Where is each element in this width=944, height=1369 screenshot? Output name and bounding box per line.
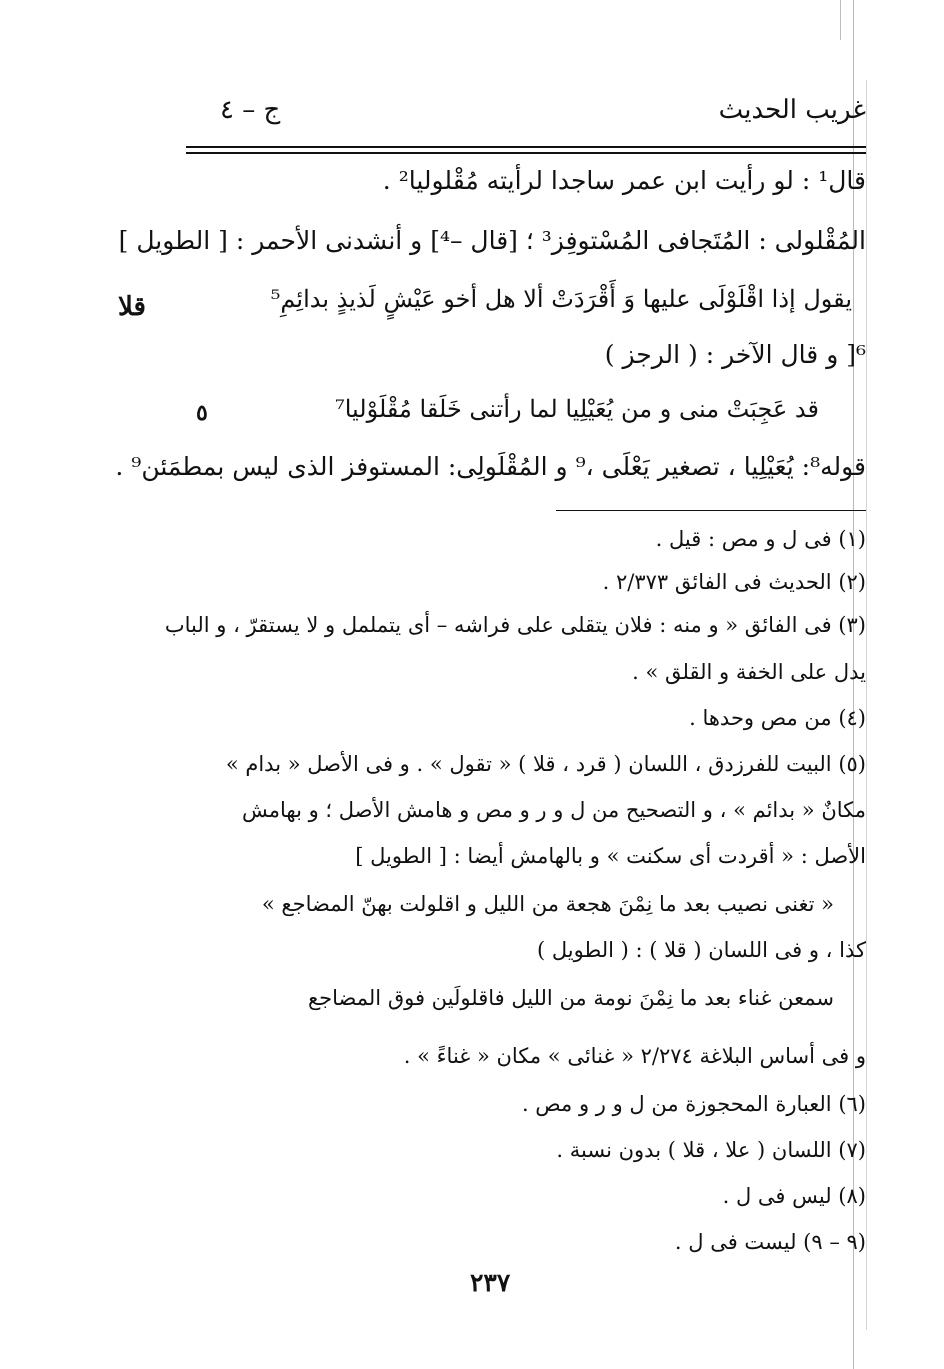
footnote-5e: كذا ، و فى اللسان ( قلا ) : ( الطويل ) (537, 938, 866, 962)
footnote-1: (١) فى ل و مص : قيل . (655, 527, 866, 551)
footnote-3a: (٣) فى الفائق « و منه : فلان يتقلى على فراشه – أى يتململ و لا يستقرّ ، و الباب (164, 613, 866, 637)
volume-label: ج – ٤ (220, 95, 281, 125)
footnote-6: (٦) العبارة المحجوزة من ل و ر و مص . (521, 1092, 866, 1116)
footnote-5d-verse: « تغنى نصيب بعد ما نِمْنَ هجعة من الليل و اقلولت بهنّ المضاجع » (261, 892, 834, 916)
footnote-rule (556, 510, 866, 511)
header-rule-bottom (186, 152, 866, 154)
verse-line-2: قد عَجِبَتْ منى و من يُعَيْلِيا لما رأتنى خَلَقا مُقْلَوْليا⁷ (335, 395, 819, 423)
margin-scribble (840, 0, 861, 40)
body-line-6: قوله⁸: يُعَيْلِيا ، تصغير يَعْلَى ،⁹ و المُقْلَولِى: المستوفز الذى ليس بمطمَئن⁹ . (115, 452, 866, 481)
page-fold-line (866, 80, 867, 1330)
body-line-4: ⁶[ و قال الآخر : ( الرجز ) (604, 340, 866, 369)
footnote-9: (٩ – ٩) ليست فى ل . (674, 1230, 866, 1254)
verse-line-1: يقول إذا اقْلَوْلَى عليها وَ أَقْرَدَتْ ألا هل أخو عَيْشٍ لَذيذٍ بدائِمِ⁵ (270, 285, 852, 313)
running-title: غريب الحديث (718, 95, 866, 125)
footnote-5c: الأصل : « أقردت أى سكنت » و بالهامش أيضا : [ الطويل ] (355, 844, 866, 868)
footnote-5f-verse: سمعن غناء بعد ما نِمْنَ نومة من الليل فاقلولَين فوق المضاجع (308, 986, 834, 1010)
body-line-2: المُقْلولى : المُتَجافى المُسْتوفِز³ ؛ [قال –⁴] و أنشدنى الأحمر : [ الطويل ] (118, 226, 866, 255)
line-number: ٥ (196, 400, 208, 426)
footnote-5a: (٥) البيت للفرزدق ، اللسان ( قرد ، قلا ) « تقول » . و فى الأصل « بدام » (225, 752, 866, 776)
footnote-3b: يدل على الخفة و القلق » . (632, 660, 866, 684)
footnote-2: (٢) الحديث فى الفائق ٢/٣٧٣ . (602, 570, 866, 594)
header-rule-top (186, 146, 866, 148)
body-line-1: قال¹ : لو رأيت ابن عمر ساجدا لرأيته مُقْلوليا² . (382, 166, 866, 195)
footnote-5g: و فى أساس البلاغة ٢/٢٧٤ « غنائى » مكان « غناءً » . (403, 1044, 866, 1068)
page-edge-line (853, 0, 854, 1369)
footnote-7: (٧) اللسان ( علا ، قلا ) بدون نسبة . (556, 1138, 866, 1162)
footnote-5b: مكانٌ « بدائم » ، و التصحيح من ل و ر و مص و هامش الأصل ؛ و بهامش (241, 798, 866, 822)
footnote-8: (٨) ليس فى ل . (722, 1184, 866, 1208)
margin-keyword: قلا (118, 292, 146, 322)
footnote-4: (٤) من مص وحدها . (689, 706, 866, 730)
page-number: ٢٣٧ (470, 1268, 511, 1297)
